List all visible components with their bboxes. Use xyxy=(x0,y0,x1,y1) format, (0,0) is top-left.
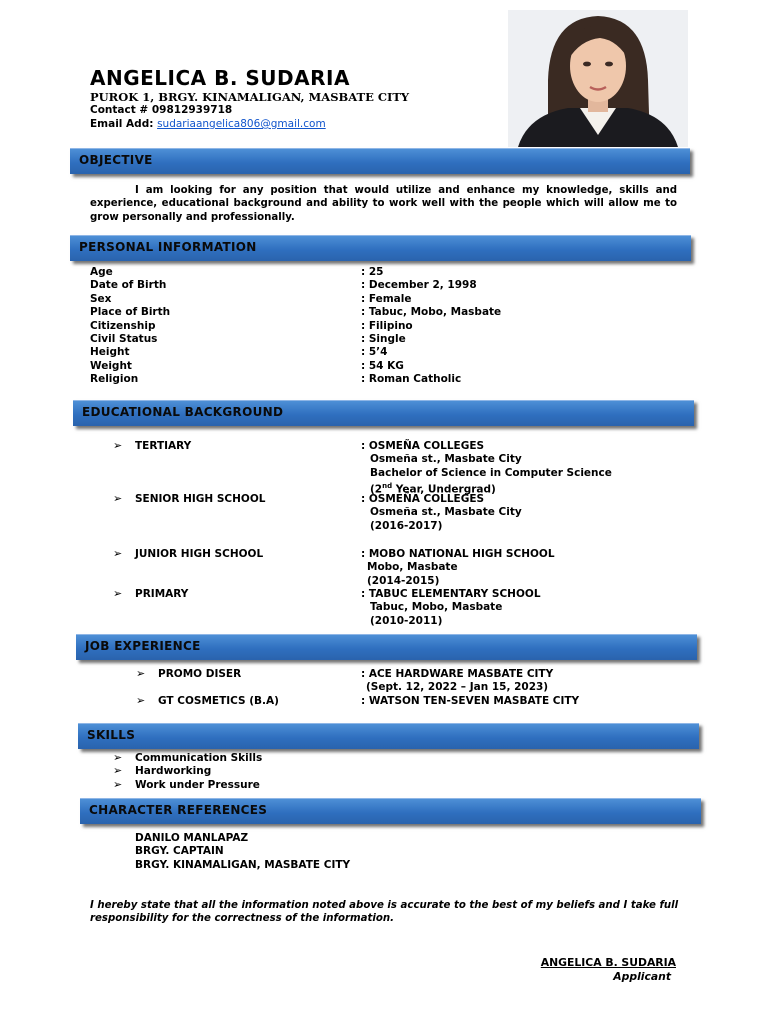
email-line xyxy=(90,118,326,130)
reference-name: DANILO MANLAPAZ xyxy=(135,832,249,844)
edu-jhs-level: JUNIOR HIGH SCHOOL xyxy=(135,548,264,560)
bullet-arrow-icon: ➢ xyxy=(113,777,123,791)
contact-number: Contact # 09812939718 xyxy=(90,104,233,116)
personal-value-dob: : December 2, 1998 xyxy=(361,279,477,292)
edu-shs-school: : OSMEÑA COLLEGES xyxy=(361,493,485,505)
section-references-title: CHARACTER REFERENCES xyxy=(89,803,268,817)
edu-shs-year: (2016-2017) xyxy=(370,519,443,532)
personal-value-civil-status: : Single xyxy=(361,333,406,345)
skill-item-1: Communication Skills xyxy=(135,752,263,764)
personal-label-sex: Sex xyxy=(90,292,112,305)
edu-tertiary-level: TERTIARY xyxy=(135,440,192,452)
applicant-address: PUROK 1, BRGY. KINAMALIGAN, MASBATE CITY xyxy=(90,90,410,104)
personal-label-age: Age xyxy=(90,266,113,278)
bullet-arrow-icon: ➢ xyxy=(113,547,123,560)
section-objective-bar xyxy=(70,148,690,174)
job-place-2: : WATSON TEN-SEVEN MASBATE CITY xyxy=(361,695,580,707)
bullet-arrow-icon: ➢ xyxy=(113,587,123,600)
email-link[interactable]: sudariaangelica806@gmail.com xyxy=(157,118,326,130)
personal-label-pob: Place of Birth xyxy=(90,306,171,319)
bullet-arrow-icon: ➢ xyxy=(113,751,123,764)
bullet-arrow-icon: ➢ xyxy=(136,667,146,680)
personal-value-weight: : 54 KG xyxy=(361,359,404,372)
signature-name: ANGELICA B. SUDARIA xyxy=(540,956,676,969)
job-title-2: GT COSMETICS (B.A) xyxy=(158,695,279,707)
personal-label-dob: Date of Birth xyxy=(90,279,167,292)
personal-label-height: Height xyxy=(90,346,130,359)
job-dates-1: (Sept. 12, 2022 – Jan 15, 2023) xyxy=(366,681,549,694)
personal-label-religion: Religion xyxy=(90,373,139,386)
job-title-1: PROMO DISER xyxy=(158,668,242,680)
objective-text: I am looking for any position that would utilize and enhance my knowledge, skills and experience, educational background and ability to work well with the people which will allow me to grow personally and professionally. xyxy=(90,185,677,223)
applicant-name: ANGELICA B. SUDARIA xyxy=(90,66,350,90)
section-education-title: EDUCATIONAL BACKGROUND xyxy=(82,405,284,419)
edu-jhs-school: : MOBO NATIONAL HIGH SCHOOL xyxy=(361,548,555,560)
section-job-bar xyxy=(76,634,697,660)
section-references-bar xyxy=(80,798,701,824)
edu-primary-level: PRIMARY xyxy=(135,588,189,600)
personal-label-citizenship: Citizenship xyxy=(90,319,156,332)
edu-shs-address: Osmeña st., Masbate City xyxy=(370,506,522,519)
personal-value-pob: : Tabuc, Mobo, Masbate xyxy=(361,306,502,319)
personal-value-height: : 5’4 xyxy=(361,346,388,359)
applicant-photo xyxy=(508,10,688,147)
section-education-bar xyxy=(73,400,694,426)
skill-item-2: Hardworking xyxy=(135,765,212,778)
bullet-arrow-icon: ➢ xyxy=(113,439,123,452)
section-skills-bar xyxy=(78,723,699,749)
personal-value-religion: : Roman Catholic xyxy=(361,373,462,386)
edu-jhs-year: (2014-2015) xyxy=(367,574,440,587)
job-place-1: : ACE HARDWARE MASBATE CITY xyxy=(361,668,554,680)
edu-primary-address: Tabuc, Mobo, Masbate xyxy=(370,601,503,614)
edu-tertiary-year: (2nd Year, Undergrad) xyxy=(370,482,496,496)
personal-value-citizenship: : Filipino xyxy=(361,319,413,332)
signature-role: Applicant xyxy=(613,970,671,983)
section-personal-title: PERSONAL INFORMATION xyxy=(79,240,257,254)
declaration-text: I hereby state that all the information noted above is accurate to the best of my beliefs and I take full responsibility for the correctness of the information. xyxy=(90,900,679,925)
reference-position: BRGY. CAPTAIN xyxy=(135,845,224,858)
bullet-arrow-icon: ➢ xyxy=(113,764,123,778)
edu-shs-level: SENIOR HIGH SCHOOL xyxy=(135,493,266,505)
personal-value-age: : 25 xyxy=(361,266,384,278)
personal-value-sex: : Female xyxy=(361,292,412,305)
personal-label-civil-status: Civil Status xyxy=(90,333,158,345)
edu-jhs-address: Mobo, Masbate xyxy=(367,561,458,574)
skill-item-3: Work under Pressure xyxy=(135,778,260,791)
section-job-title: JOB EXPERIENCE xyxy=(85,639,201,653)
personal-label-weight: Weight xyxy=(90,359,132,372)
section-personal-bar xyxy=(70,235,691,261)
section-skills-title: SKILLS xyxy=(87,728,136,742)
edu-tertiary-course: Bachelor of Science in Computer Science xyxy=(370,466,612,479)
bullet-arrow-icon: ➢ xyxy=(113,492,123,505)
edu-primary-year: (2010-2011) xyxy=(370,614,443,627)
edu-tertiary-school: : OSMEÑA COLLEGES xyxy=(361,440,485,452)
objective-paragraph xyxy=(90,184,677,224)
bullet-arrow-icon: ➢ xyxy=(136,694,146,707)
reference-address: BRGY. KINAMALIGAN, MASBATE CITY xyxy=(135,858,351,871)
email-label: Email Add: xyxy=(90,118,154,130)
edu-tertiary-address: Osmeña st., Masbate City xyxy=(370,453,522,466)
edu-primary-school: : TABUC ELEMENTARY SCHOOL xyxy=(361,588,541,600)
section-objective-title: OBJECTIVE xyxy=(79,153,153,167)
